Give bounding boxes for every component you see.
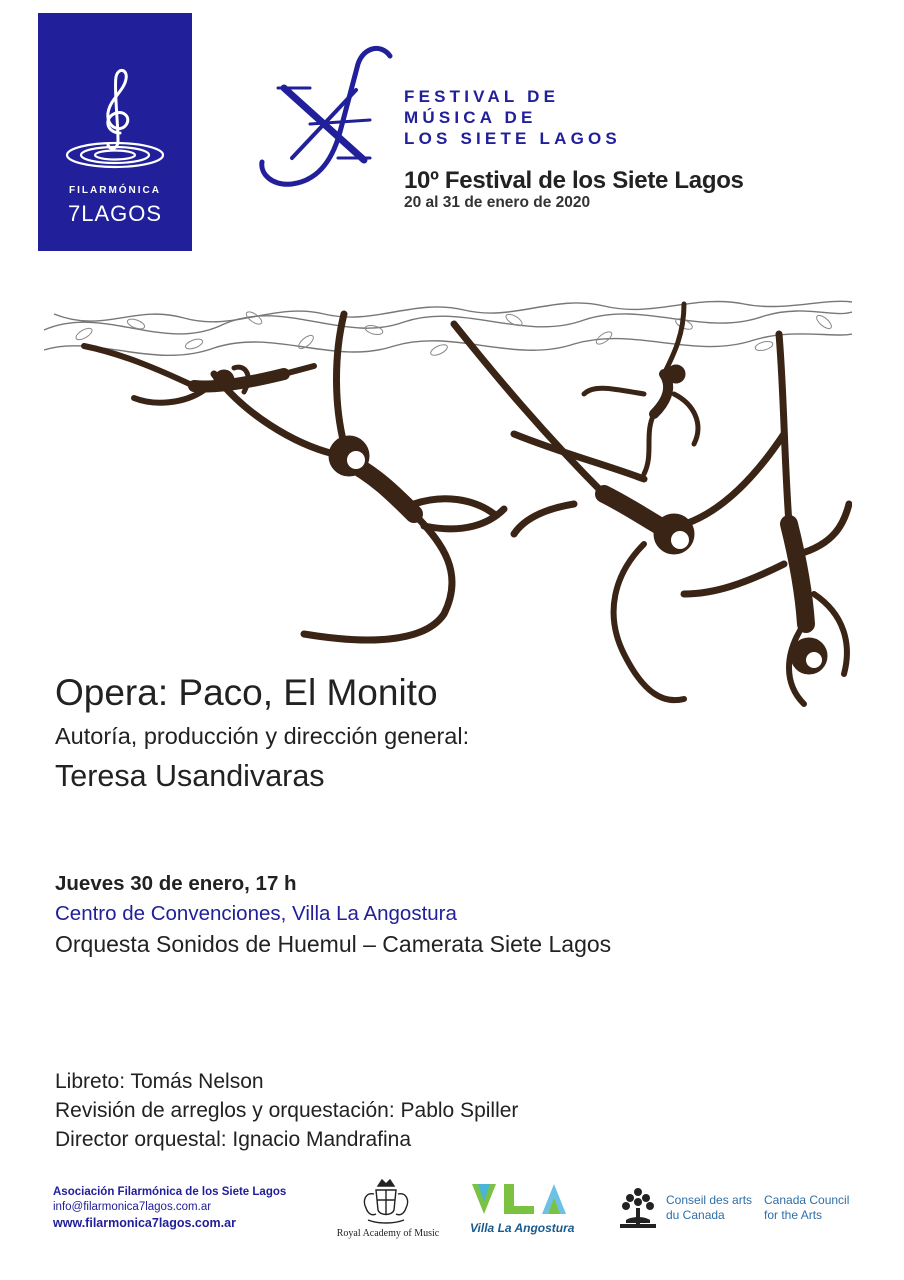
- festival-subtitle: 10º Festival de los Siete Lagos: [404, 167, 744, 194]
- festival-emblem-icon: [252, 42, 397, 192]
- treble-clef-icon: [60, 63, 170, 183]
- filarmonica-logo: [38, 13, 192, 251]
- credit-libretto: Libreto: Tomás Nelson: [55, 1070, 264, 1093]
- author-name: Teresa Usandivaras: [55, 759, 325, 793]
- opera-title: Opera: Paco, El Monito: [55, 672, 438, 713]
- contact-email[interactable]: info@filarmonica7lagos.com.ar: [53, 1201, 212, 1213]
- event-orchestras: Orquesta Sonidos de Huemul – Camerata Siete Lagos: [55, 931, 612, 957]
- credit-conductor: Director orquestal: Ignacio Mandrafina: [55, 1128, 412, 1151]
- canada-council-fr: Conseil des arts du Canada: [666, 1193, 753, 1222]
- filarmonica-logo-name: 7LAGOS: [67, 201, 163, 226]
- event-date-time: Jueves 30 de enero, 17 h: [55, 872, 297, 895]
- vla-logo-icon: [468, 1180, 572, 1220]
- festival-dates: 20 al 31 de enero de 2020: [404, 194, 591, 211]
- monkeys-illustration: [44, 294, 852, 714]
- royal-academy-crest-icon: [358, 1176, 414, 1228]
- canada-council-icon: [616, 1186, 660, 1232]
- vla-label: Villa La Angostura: [470, 1221, 575, 1235]
- credit-arrangements: Revisión de arreglos y orquestación: Pablo Spiller: [55, 1099, 519, 1122]
- website-link[interactable]: www.filarmonica7lagos.com.ar: [53, 1216, 236, 1230]
- authorship-label: Autoría, producción y dirección general:: [55, 723, 470, 749]
- canada-council-en: Canada Council for the Arts: [764, 1193, 850, 1222]
- event-venue: Centro de Convenciones, Villa La Angostura: [55, 902, 457, 925]
- festival-name: FESTIVAL DE MÚSICA DE LOS SIETE LAGOS: [404, 87, 621, 148]
- royal-academy-label: Royal Academy of Music: [336, 1228, 440, 1239]
- filarmonica-logo-label: FILARMÓNICA: [69, 185, 161, 196]
- association-name: Asociación Filarmónica de los Siete Lagos: [53, 1186, 287, 1198]
